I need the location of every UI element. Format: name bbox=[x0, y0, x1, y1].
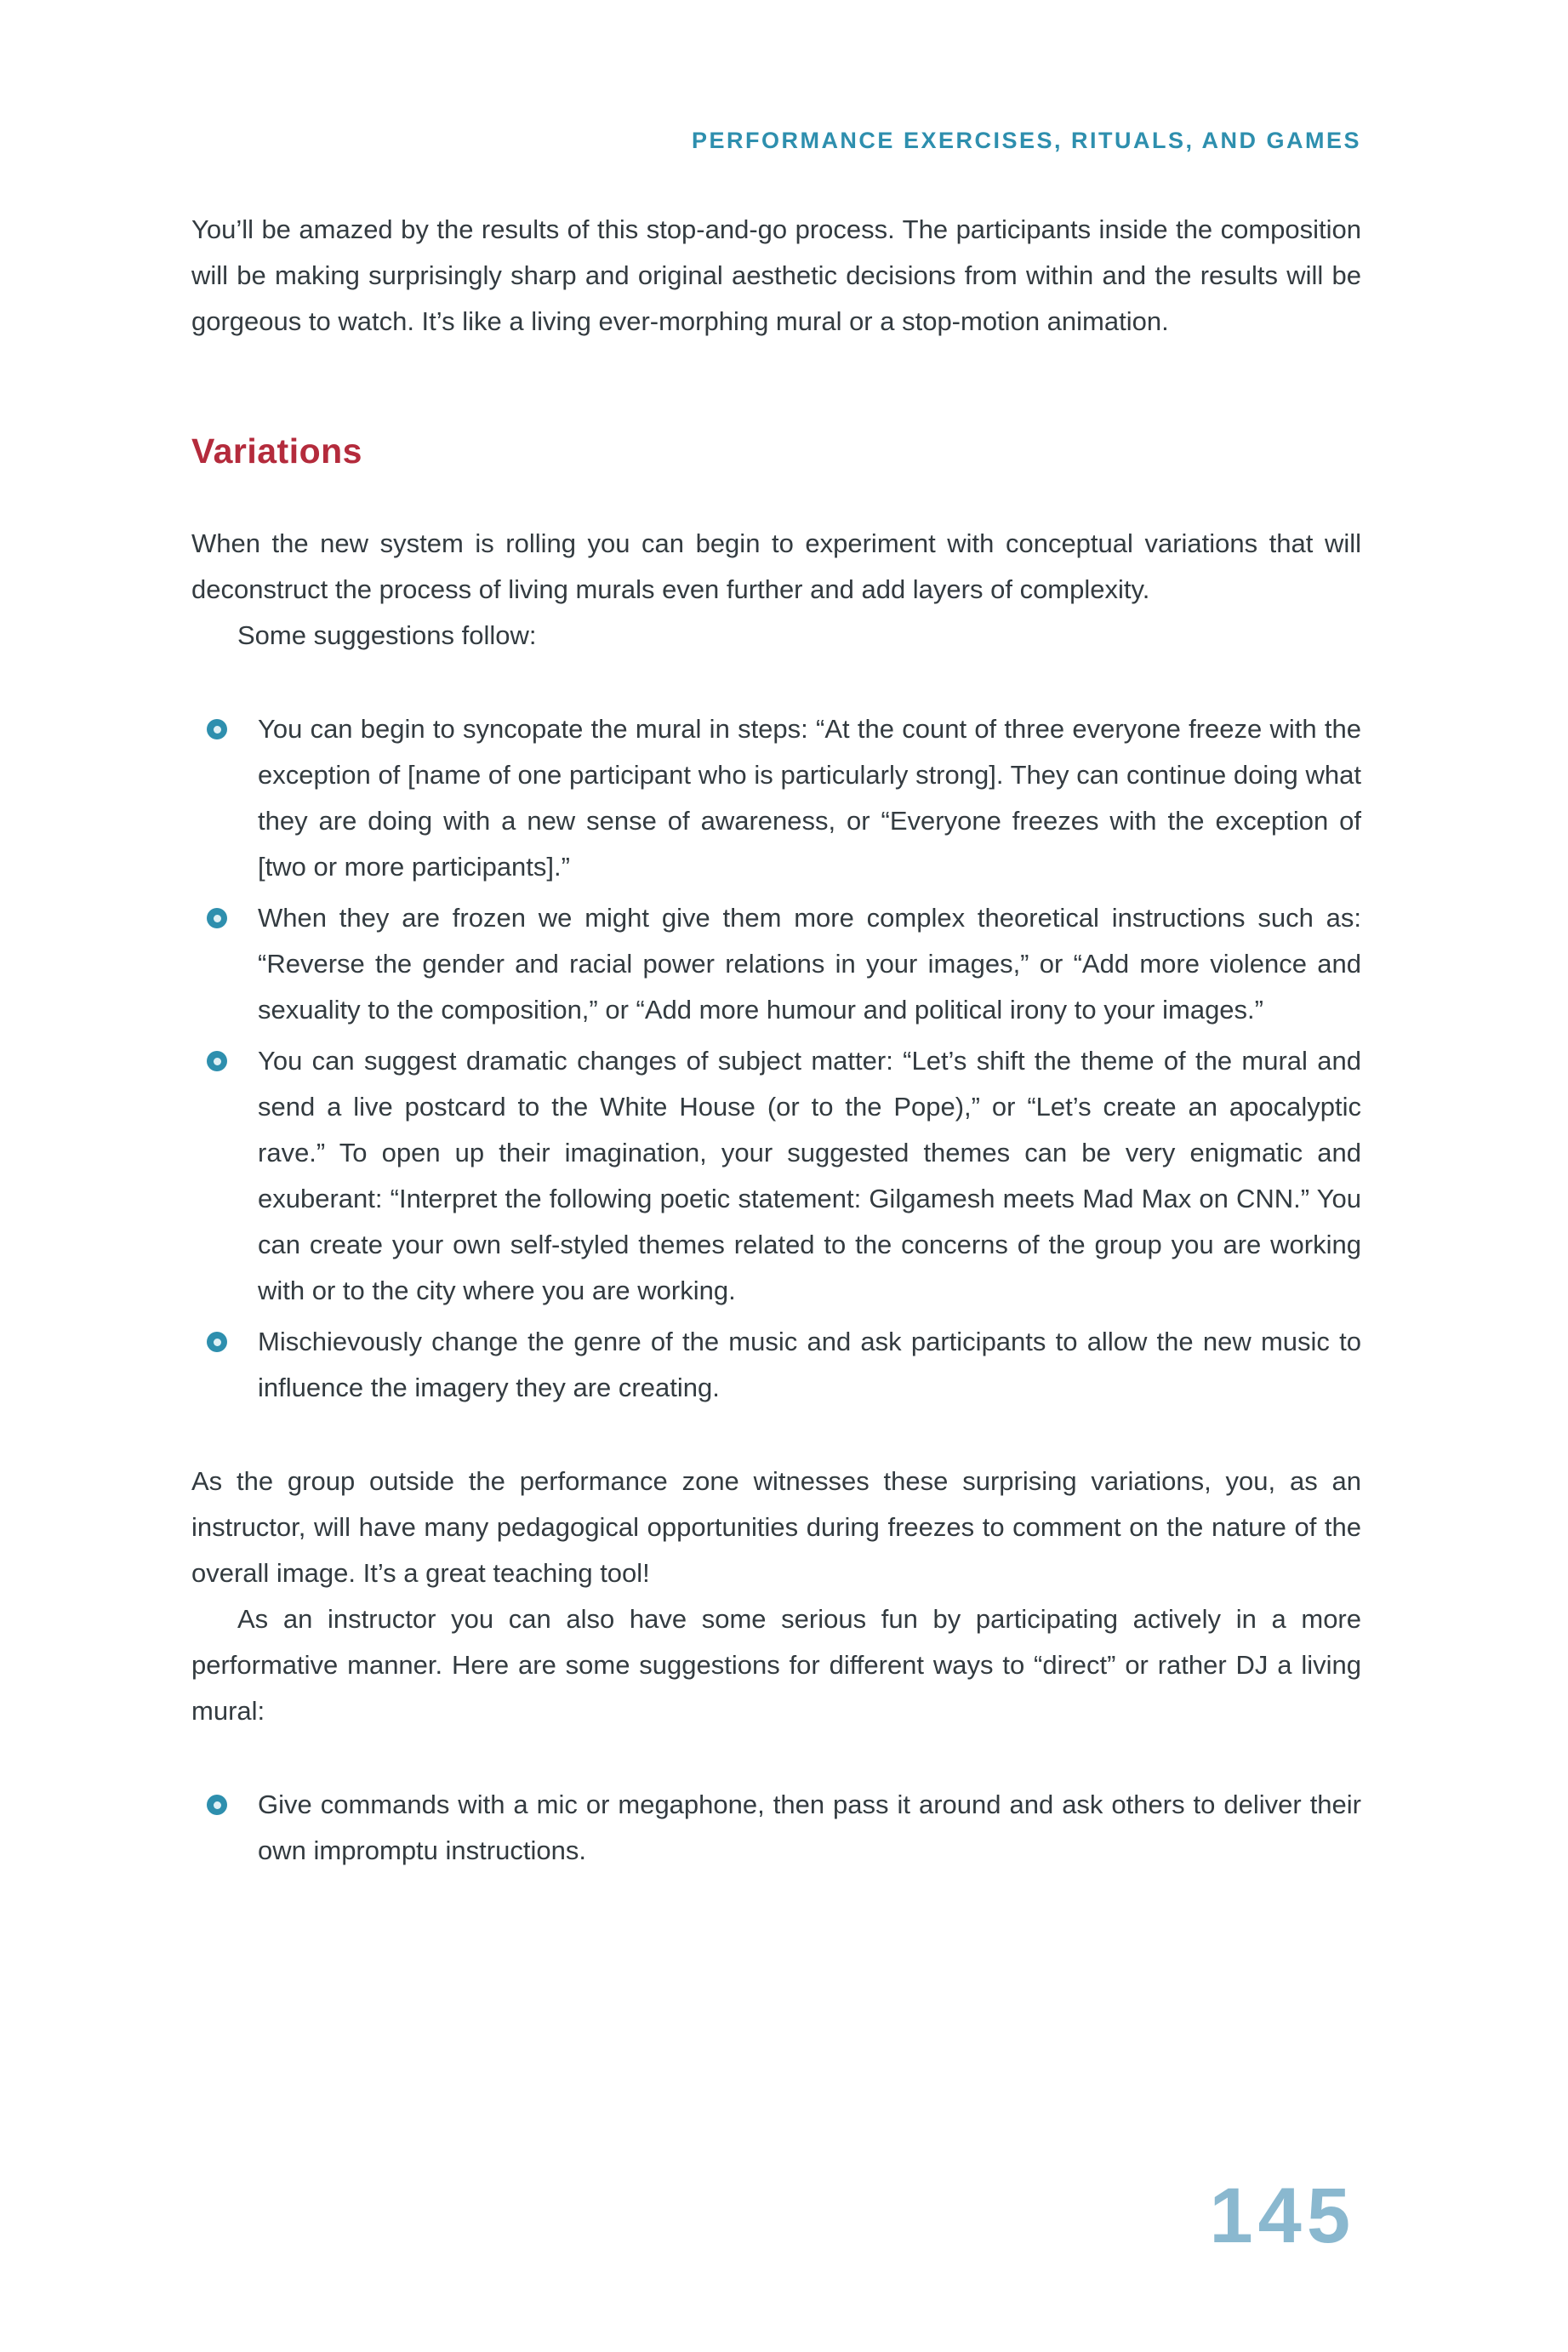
bullet-icon bbox=[207, 719, 227, 739]
list-item-text: You can begin to syncopate the mural in steps: “At the count of three everyone freeze with the exception of [name of one participant who is particularly strong]. They can continue doing what they are doing with a new sense of awareness, or “Everyone freezes with the exception of [two or more participants].” bbox=[258, 714, 1361, 882]
list-item-text: When they are frozen we might give them more complex theoretical instructions such as: “Reverse the gender and racial power relations in your images,” or “Add more violence and sexuality to the composition,” or “Add more humour and political irony to your images.” bbox=[258, 903, 1361, 1025]
closing-paragraph-1: As the group outside the performance zone witnesses these surprising variations, you, as an instructor, will have many pedagogical opportunities during freezes to comment on the nature of the overall image. It’s a great teaching tool! bbox=[191, 1466, 1361, 1588]
section-title-variations: Variations bbox=[191, 431, 362, 471]
list-item-text: Give commands with a mic or megaphone, then pass it around and ask others to deliver their own impromptu instructions. bbox=[258, 1790, 1361, 1865]
bullet-icon bbox=[207, 1332, 227, 1352]
bullet-icon bbox=[207, 1795, 227, 1815]
bullet-icon bbox=[207, 1051, 227, 1071]
variations-bullet-list bbox=[191, 706, 1361, 1411]
list-item-text: Mischievously change the genre of the music and ask participants to allow the new music to influence the imagery they are creating. bbox=[258, 1327, 1361, 1402]
list-item bbox=[191, 1038, 1361, 1314]
list-item bbox=[191, 895, 1361, 1033]
list-item bbox=[191, 1319, 1361, 1411]
variations-paragraph-1: When the new system is rolling you can begin to experiment with conceptual variations that will deconstruct the process of living murals even further and add layers of complexity. bbox=[191, 528, 1361, 604]
bullet-core-icon bbox=[214, 1058, 221, 1065]
bullet-icon bbox=[207, 908, 227, 928]
bullet-core-icon bbox=[214, 726, 221, 734]
bullet-core-icon bbox=[214, 915, 221, 922]
closing-paragraph-2: As an instructor you can also have some serious fun by participating actively in a more performative manner. Here are some suggestions for different ways to “direct” or rather DJ a living mural: bbox=[191, 1604, 1361, 1726]
list-item-text: You can suggest dramatic changes of subject matter: “Let’s shift the theme of the mural and send a live postcard to the White House (or to the Pope),” or “Let’s create an apocalyptic rave.” To open up their imagination, your suggested themes can be very enigmatic and exuberant: “Interpret the following poetic statement: Gilgamesh meets Mad Max on CNN.” You can create your own self-styled themes related to the concerns of the group you are working with or to the city where you are working. bbox=[258, 1046, 1361, 1305]
list-item bbox=[191, 1782, 1361, 1874]
bullet-core-icon bbox=[214, 1339, 221, 1346]
closing-block bbox=[191, 1459, 1361, 1734]
suggestions-lead-in: Some suggestions follow: bbox=[237, 620, 537, 650]
intro-paragraph: You’ll be amazed by the results of this stop-and-go process. The participants inside the composition will be making surprisingly sharp and original aesthetic decisions from within and the results will be gorgeous to watch. It’s like a living ever-morphing mural or a stop-motion animation. bbox=[191, 214, 1361, 336]
bullet-core-icon bbox=[214, 1801, 221, 1809]
list-item bbox=[191, 706, 1361, 890]
dj-bullet-list bbox=[191, 1782, 1361, 1874]
running-head: PERFORMANCE EXERCISES, RITUALS, AND GAMES bbox=[691, 128, 1361, 153]
page-number: 145 bbox=[1209, 2172, 1355, 2259]
